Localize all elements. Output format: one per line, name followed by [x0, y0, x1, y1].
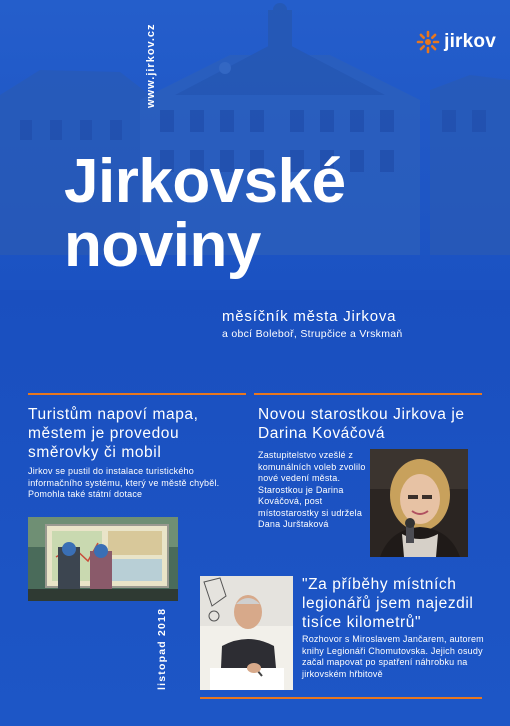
logo-text: jirkov	[444, 31, 496, 52]
article-left-text: Jirkov se pustil do instalace turistického informačního systému, který ve městě chyběl. Pomohla také státní dotace	[28, 466, 220, 499]
article-left-headline: Turistům napoví mapa, městem je provedou směrovky či mobil	[28, 406, 199, 461]
tourist-map-photo	[28, 517, 178, 601]
divider-right	[254, 393, 482, 395]
newspaper-subtitle: měsíčník města Jirkova	[222, 308, 397, 325]
mayor-portrait-photo	[370, 449, 468, 557]
title-line-1: Jirkovské	[64, 147, 346, 216]
jirkov-logo	[416, 30, 496, 54]
article-right-text: Zastupitelstvo vzešlé z komunálních voleb zvolilo nové vedení města. Starostkou je Darina Kováčová, post místostarostky si udržela Dana Jurštaková	[258, 450, 366, 529]
divider-left	[28, 393, 246, 395]
issue-date: listopad 2018	[156, 607, 168, 690]
newspaper-title	[64, 147, 346, 280]
title-line-2: noviny	[64, 211, 261, 280]
newspaper-subline: a obcí Boleboř, Strupčice a Vrskmaň	[222, 328, 403, 340]
sun-logo-icon	[416, 30, 440, 54]
article-bottom-text: Rozhovor s Miroslavem Jančarem, autorem knihy Legionáři Chomutovska. Jejich osudy začal mapovat po spatření náhrobku na jirkovském hřbitově	[302, 634, 484, 679]
article-bottom-headline: "Za příběhy místních legionářů jsem najezdil tisíce kilometrů"	[302, 576, 474, 631]
author-photo	[200, 576, 293, 690]
website-url: www.jirkov.cz	[145, 23, 157, 108]
divider-bottom	[200, 697, 482, 699]
article-right-headline: Novou starostkou Jirkova je Darina Kováčová	[258, 406, 465, 442]
